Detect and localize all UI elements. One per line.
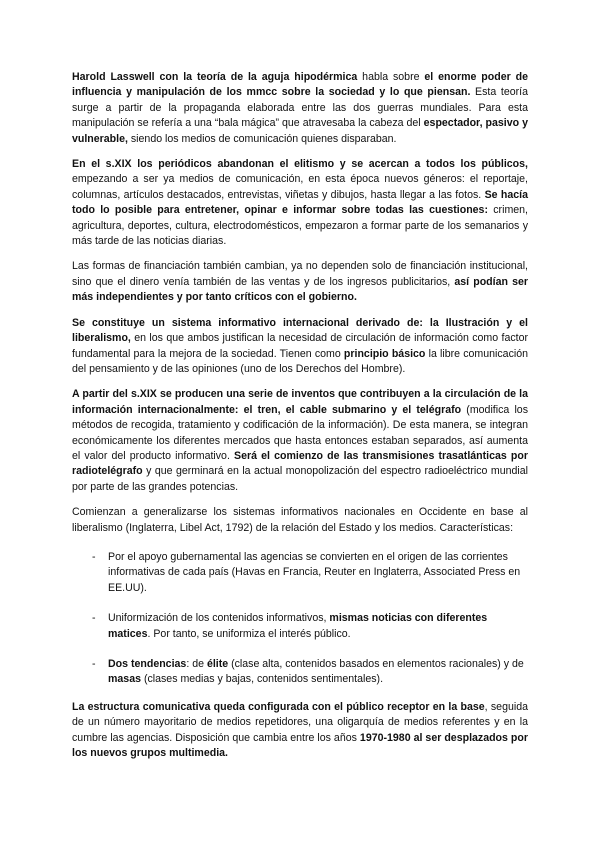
bold-text: élite — [206, 658, 229, 670]
text: siendo los medios de comunicación quienes disparaban. — [127, 132, 397, 145]
bold-text: Harold Lasswell con la teoría de la aguja hipodérmica — [72, 71, 358, 83]
text: habla sobre — [357, 71, 425, 83]
bold-text: Será el comienzo de las transmisiones trasatlánticas por radiotelégrafo — [72, 449, 528, 478]
dash-bullet: - — [92, 550, 96, 563]
bold-text: La estructura comunicativa queda configurada con el público receptor en la base — [72, 700, 485, 713]
characteristics-list — [72, 550, 528, 688]
list-item-text — [108, 550, 528, 596]
bold-text: A partir del s.XIX se producen una serie de inventos que contribuyen a la circulación de la información internacionalmente: el tren, el cable submarino y el telégrafo — [72, 388, 528, 416]
text: Comienzan a generalizarse los sistemas informativos nacionales en Occidente en base al liberalismo (Inglaterra, Libel Act, 1792) de la relación del Estado y los medios. Características: — [72, 506, 528, 534]
list-item — [72, 550, 528, 596]
bold-text: espectador, pasivo y vulnerable, — [72, 117, 528, 145]
list-item — [72, 611, 528, 642]
list-item-text — [108, 657, 528, 688]
list-item-text — [108, 611, 528, 642]
bold-text: Dos tendencias — [108, 658, 187, 670]
bold-text: mismas noticias con diferentes matices — [108, 612, 488, 640]
text: Por el apoyo gubernamental las agencias se convierten en el origen de las corrientes informativas de cada país (Havas en Francia, Reuter en Inglaterra, Associated Press en EE.UU). — [108, 550, 521, 594]
bold-text: Se constituye un sistema informativo internacional derivado de: la Ilustración y el liberalismo, — [72, 316, 528, 345]
list-item — [72, 657, 528, 688]
bold-text: Se hacía todo lo posible para entretener, opinar e informar sobre todas las cuestiones: — [72, 188, 528, 217]
bold-text: 1970-1980 al ser desplazados por los nuevos grupos multimedia. — [72, 731, 528, 760]
text: crimen, agricultura, deportes, cultura, electrodomésticos, empezaron a formar parte de los semanarios y más tarde de las noticias diarias. — [72, 204, 528, 248]
dash-bullet: - — [92, 612, 96, 625]
text: en los que ambos justifican la necesidad de circulación de información como factor fundamental para la mejora de la sociedad. Tienen como — [72, 332, 528, 360]
text: , seguida de un número mayoritario de medios repetidores, una oligarquía de medios referentes y en la cumbre las agencias. Disposición que cambia entre los años — [72, 700, 528, 744]
paragraph-sistemas-nacionales — [72, 505, 528, 536]
paragraph-estructura-comunicativa — [72, 700, 528, 762]
text: y que germinará en la actual monopolización del espectro radioeléctrico mundial por parte de las grandes potencias. — [72, 465, 528, 493]
bold-text: En el s.XIX los periódicos abandonan el elitismo y se acercan a todos los públicos, — [72, 158, 528, 171]
text: . Por tanto, se uniformiza el interés público. — [147, 627, 351, 640]
bold-text: masas — [108, 673, 141, 686]
paragraph-inventos — [72, 387, 528, 495]
paragraph-periodicos — [72, 157, 528, 249]
dash-bullet: - — [92, 658, 96, 670]
text: empezando a ser ya medios de comunicación, en esta época nuevos géneros: el reportaje, columnas, artículos destacados, entrevistas, viñetas y dibujos, hasta llegar a las fotos. — [72, 173, 528, 201]
paragraph-lasswell — [72, 70, 528, 147]
paragraph-financiacion — [72, 259, 528, 305]
text: la libre comunicación del pensamiento y de las opiniones (uno de los Derechos del Hombre). — [72, 347, 529, 375]
text: (clases medias y bajas, contenidos sentimentales). — [141, 673, 384, 686]
text: Las formas de financiación también cambian, ya no dependen solo de financiación institucional, sino que el dinero venía también de las ventas y de los ingresos publicitarios, — [72, 260, 528, 288]
text: Uniformización de los contenidos informativos, — [108, 612, 330, 625]
paragraph-sistema-informativo — [72, 316, 528, 378]
bold-text: principio básico — [343, 347, 426, 360]
text: : de — [186, 658, 207, 670]
text: Esta teoría surge a partir de la propaganda elaborada entre las dos guerras mundiales. Para esta manipulación se refería a una “bala mágica” que atravesaba la cabeza del — [72, 86, 528, 130]
text: (modifica los métodos de recogida, tratamiento y codificación de la información). De esta manera, se integran económicamente los diferentes mercados que hasta entonces estaban separados, así aumenta el valor del producto informativo. — [72, 403, 528, 462]
bold-text: así podían ser más independientes y por tanto críticos con el gobierno. — [72, 275, 528, 304]
document-page — [72, 70, 528, 771]
bold-text: el enorme poder de influencia y manipulación de los mmcc sobre la sociedad y lo que piensan. — [72, 71, 528, 99]
text: (clase alta, contenidos basados en elementos racionales) y de — [228, 658, 524, 670]
